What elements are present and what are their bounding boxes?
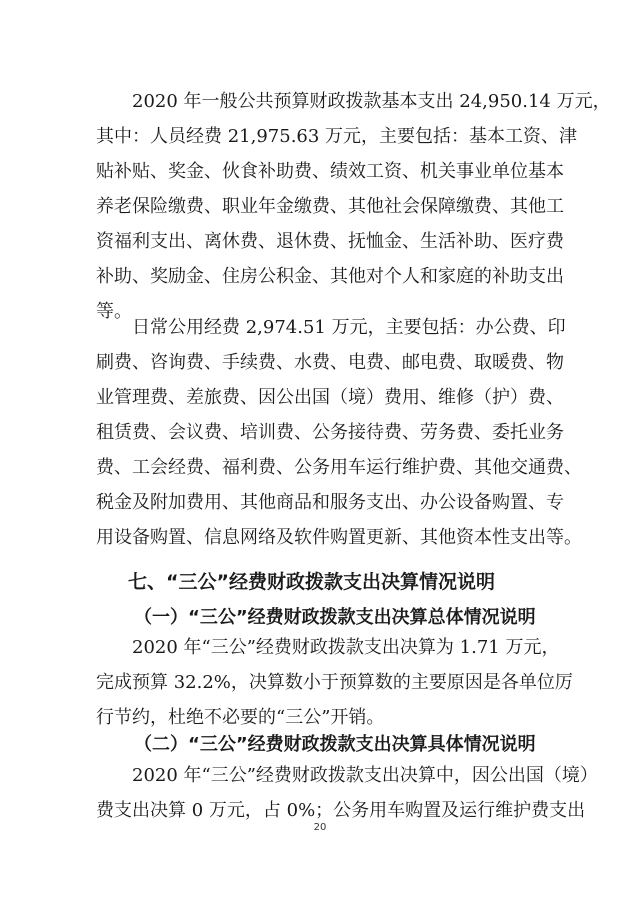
text-line: 行节约，杜绝不必要的“三公”开销。 (96, 707, 385, 728)
text-line: 2020 年一般公共预算财政拨款基本支出 24,950.14 万元， (132, 91, 611, 112)
subsection-heading-overall: （一）“三公”经费财政拨款支出决算总体情况说明 (134, 607, 536, 628)
subsection-heading-details: （二）“三公”经费财政拨款支出决算具体情况说明 (134, 734, 536, 755)
text-line: 税金及附加费用、其他商品和服务支出、办公设备购置、专 (96, 492, 564, 513)
text-line: 贴补贴、奖金、伙食补助费、绩效工资、机关事业单位基本 (96, 161, 564, 182)
paragraph-details (96, 758, 598, 828)
paragraph-overall (96, 630, 573, 735)
page-number: 20 (313, 822, 327, 833)
text-line: 完成预算 32.2%，决算数小于预算数的主要原因是各单位厉 (96, 672, 573, 693)
text-line: 2020 年“三公”经费财政拨款支出决算为 1.71 万元， (132, 637, 560, 658)
text-line: 等。 (96, 301, 132, 322)
text-line: 日常公用经费 2,974.51 万元，主要包括：办公费、印 (132, 317, 566, 338)
text-line: 费支出决算 0 万元，占 0%；公务用车购置及运行维护费支出 (96, 800, 586, 821)
text-line: 费、工会经费、福利费、公务用车运行维护费、其他交通费、 (96, 457, 582, 478)
text-line: 资福利支出、离休费、退休费、抚恤金、生活补助、医疗费 (96, 231, 564, 252)
paragraph-basic-expenditure (96, 84, 611, 329)
text-line: 补助、奖励金、住房公积金、其他对个人和家庭的补助支出 (96, 266, 564, 287)
text-line: 其中：人员经费 21,975.63 万元，主要包括：基本工资、津 (96, 126, 578, 147)
section-heading: 七、“三公”经费财政拨款支出决算情况说明 (128, 571, 495, 593)
text-line: 养老保险缴费、职业年金缴费、其他社会保障缴费、其他工 (96, 196, 564, 217)
text-line: 业管理费、差旅费、因公出国（境）费用、维修（护）费、 (96, 387, 564, 408)
text-line: 2020 年“三公”经费财政拨款支出决算中，因公出国（境） (132, 765, 598, 786)
paragraph-public-expenses (96, 310, 582, 555)
text-line: 租赁费、会议费、培训费、公务接待费、劳务费、委托业务 (96, 422, 564, 443)
text-line: 用设备购置、信息网络及软件购置更新、其他资本性支出等。 (96, 527, 582, 548)
text-line: 刷费、咨询费、手续费、水费、电费、邮电费、取暖费、物 (96, 352, 564, 373)
